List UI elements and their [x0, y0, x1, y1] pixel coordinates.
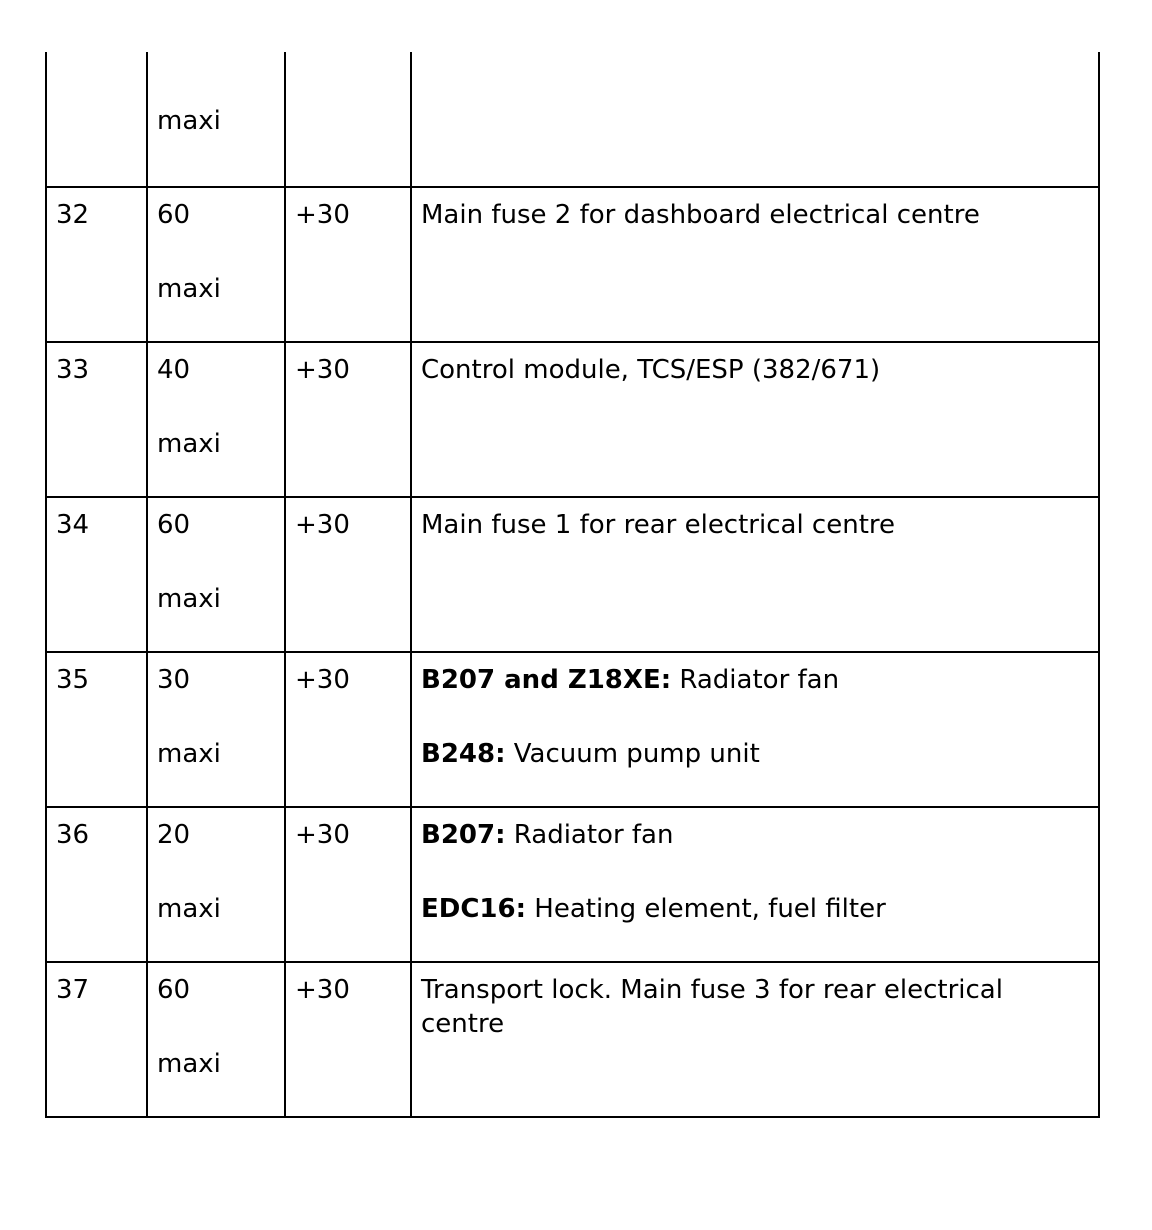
- description-cell: [411, 962, 1099, 1117]
- fuse-type: maxi: [157, 739, 221, 769]
- fuse-rating-cell: [147, 187, 285, 342]
- fuse-number-cell: [46, 652, 147, 807]
- description-text: Heating element, fuel filter: [526, 894, 886, 924]
- description-cell: [411, 497, 1099, 652]
- terminal-value: +30: [295, 355, 350, 385]
- fuse-type: maxi: [157, 274, 221, 304]
- fuse-rating-cell: [147, 652, 285, 807]
- fuse-rating-cell: [147, 962, 285, 1117]
- description-cell: [411, 342, 1099, 497]
- terminal-cell: [285, 342, 411, 497]
- fuse-amperage: 30: [157, 665, 191, 695]
- description-cell: [411, 187, 1099, 342]
- fuse-amperage: 60: [157, 510, 191, 540]
- fuse-table: [45, 52, 1100, 1118]
- fuse-number: 35: [56, 665, 90, 695]
- description-line: [421, 818, 1090, 852]
- description-text: Control module, TCS/ESP (382/671): [421, 355, 881, 385]
- fuse-rating-cell: [147, 342, 285, 497]
- description-text: Main fuse 2 for dashboard electrical centre: [421, 200, 980, 230]
- fuse-number-cell: [46, 497, 147, 652]
- description-line: [421, 353, 1090, 387]
- description-text: Main fuse 1 for rear electrical centre: [421, 510, 896, 540]
- description-text: Transport lock. Main fuse 3 for rear electrical centre: [421, 975, 1003, 1039]
- description-cell: [411, 52, 1099, 187]
- table-row: [46, 52, 1099, 187]
- fuse-number-cell: [46, 807, 147, 962]
- fuse-type: maxi: [157, 1049, 221, 1079]
- fuse-number: 36: [56, 820, 90, 850]
- table-row: [46, 652, 1099, 807]
- description-text: Radiator fan: [671, 665, 840, 695]
- terminal-value: +30: [295, 200, 350, 230]
- description-bold-label: EDC16:: [421, 894, 527, 924]
- fuse-number: 33: [56, 355, 90, 385]
- description-bold-label: B207:: [421, 820, 506, 850]
- fuse-number-cell: [46, 52, 147, 187]
- terminal-cell: [285, 652, 411, 807]
- fuse-type: maxi: [157, 894, 221, 924]
- fuse-number-cell: [46, 187, 147, 342]
- description-line: [421, 892, 1090, 926]
- fuse-amperage: 40: [157, 355, 191, 385]
- terminal-cell: [285, 52, 411, 187]
- fuse-number-cell: [46, 962, 147, 1117]
- description-line: [421, 198, 1090, 232]
- fuse-type: maxi: [157, 429, 221, 459]
- fuse-number: 34: [56, 510, 90, 540]
- terminal-cell: [285, 962, 411, 1117]
- fuse-amperage: 60: [157, 200, 191, 230]
- terminal-cell: [285, 497, 411, 652]
- fuse-amperage: 20: [157, 820, 191, 850]
- table-row: [46, 807, 1099, 962]
- fuse-rating-cell: [147, 807, 285, 962]
- table-row: [46, 187, 1099, 342]
- table-row: [46, 342, 1099, 497]
- description-line: [421, 737, 1090, 771]
- description-text: Radiator fan: [505, 820, 674, 850]
- terminal-cell: [285, 807, 411, 962]
- description-text: Vacuum pump unit: [505, 739, 760, 769]
- terminal-cell: [285, 187, 411, 342]
- fuse-rating-cell: [147, 497, 285, 652]
- fuse-rating-cell: [147, 52, 285, 187]
- description-cell: [411, 652, 1099, 807]
- fuse-number-cell: [46, 342, 147, 497]
- terminal-value: +30: [295, 665, 350, 695]
- fuse-type: maxi: [157, 584, 221, 614]
- description-line: [421, 508, 1090, 542]
- description-cell: [411, 807, 1099, 962]
- fuse-amperage: 60: [157, 975, 191, 1005]
- fuse-number: 37: [56, 975, 90, 1005]
- description-line: [421, 663, 1090, 697]
- table-row: [46, 962, 1099, 1117]
- table-row: [46, 497, 1099, 652]
- fuse-type: maxi: [157, 106, 221, 136]
- terminal-value: +30: [295, 975, 350, 1005]
- description-bold-label: B248:: [421, 739, 506, 769]
- description-bold-label: B207 and Z18XE:: [421, 665, 672, 695]
- terminal-value: +30: [295, 510, 350, 540]
- terminal-value: +30: [295, 820, 350, 850]
- fuse-number: 32: [56, 200, 90, 230]
- fuse-table-body: [46, 52, 1099, 1117]
- description-line: [421, 973, 1090, 1041]
